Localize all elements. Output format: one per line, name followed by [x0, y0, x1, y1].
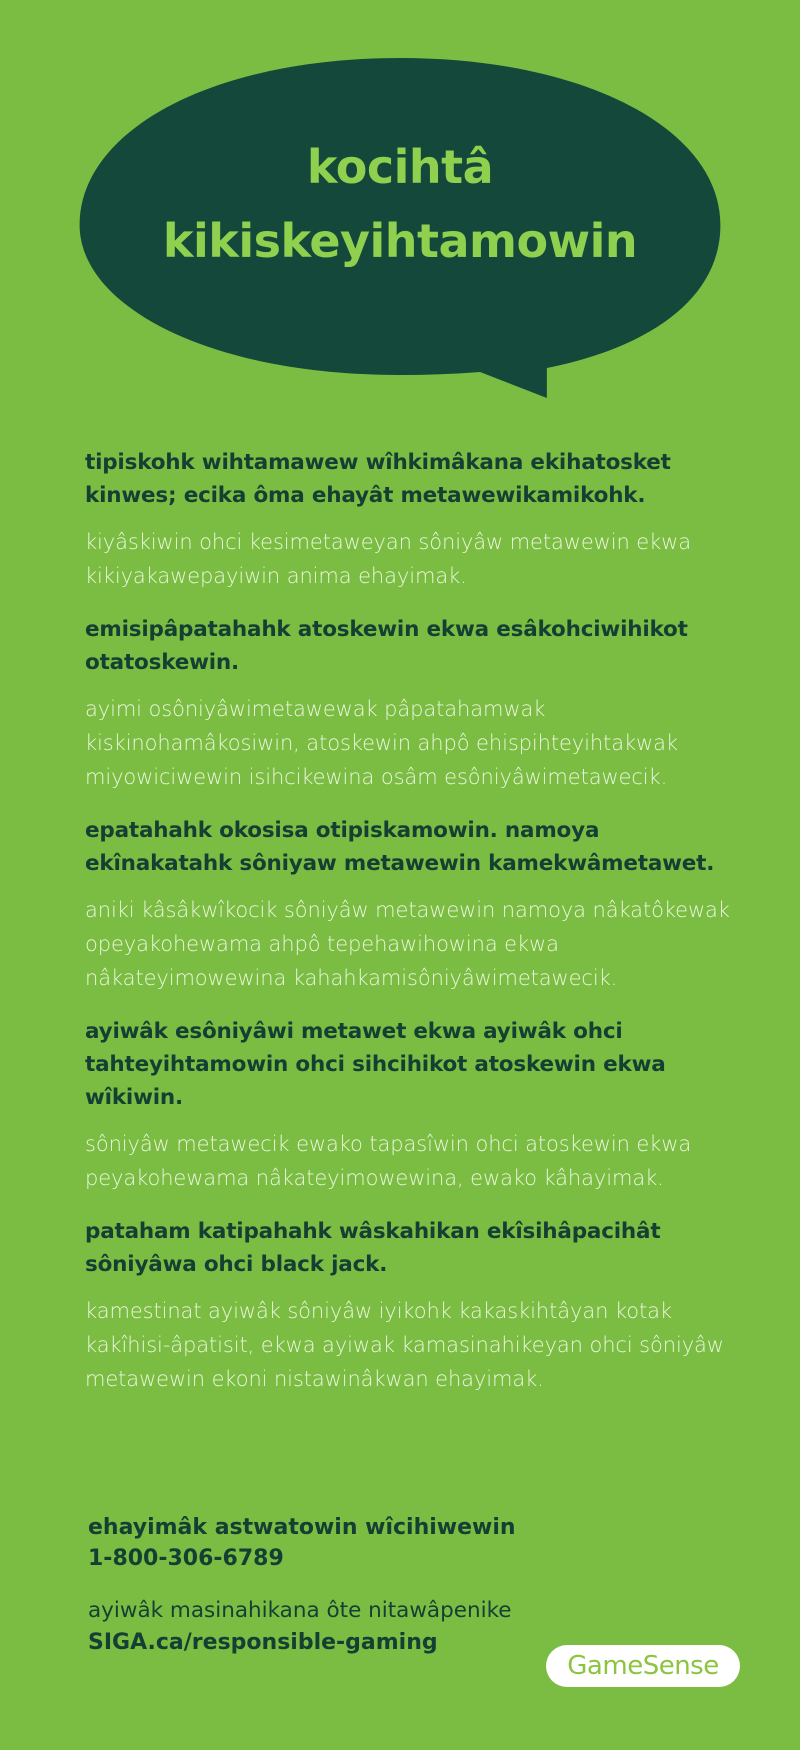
tip-body: aniki kâsâkwîkocik sôniyâw metawewin namoya nâkatôkewak opeyakohewama ahpô tepehawihowina ekwa nâkateyimowewina kahahkamisôniyâwimetawecik. — [85, 898, 730, 990]
helpline-label: ehayimâk astwatowin wîcihiwewin — [88, 1515, 516, 1540]
website-label: ayiwâk masinahikana ôte nitawâpenike — [88, 1598, 512, 1623]
bubble-title-line-1: kocihtâ — [306, 140, 494, 194]
tip-heading: pataham katipahahk wâskahikan ekîsihâpacihât sôniyâwa ohci black jack. — [85, 1219, 661, 1277]
logo-text-sense: Sense — [642, 1651, 719, 1681]
tip-heading: emisipâpatahahk atoskewin ekwa esâkohciwihikot otatoskewin. — [85, 617, 688, 675]
tip-section-4 — [85, 1015, 745, 1195]
contact-footer — [88, 1512, 728, 1658]
tip-body: ayimi osôniyâwimetawewak pâpatahamwak kiskinohamâkosiwin, atoskewin ahpô ehispihteyihtakwak miyowiciwewin isihcikewina osâm esôniyâwimetawecik. — [85, 697, 678, 789]
website-link[interactable]: SIGA.ca/responsible-gaming — [88, 1630, 438, 1655]
logo-text-game: Game — [567, 1651, 643, 1681]
gamesense-logo — [546, 1645, 740, 1687]
tip-section-1 — [85, 446, 745, 593]
tip-body: sôniyâw metawecik ewako tapasîwin ohci atoskewin ekwa peyakohewama nâkateyimowewina, ewako kâhayimak. — [85, 1132, 692, 1190]
tip-heading: tipiskohk wihtamawew wîhkimâkana ekihatosket kinwes; ecika ôma ehayât metawewikamikohk. — [85, 450, 671, 508]
tip-section-2 — [85, 613, 745, 794]
tip-section-3 — [85, 814, 745, 995]
tip-section-5 — [85, 1215, 745, 1396]
tip-heading: epatahahk okosisa otipiskamowin. namoya ekînakatahk sôniyaw metawewin kamekwâmetawet. — [85, 818, 715, 876]
tip-body: kamestinat ayiwâk sôniyâw iyikohk kakaskihtâyan kotak kakîhisi-âpatisit, ekwa ayiwak kamasinahikeyan ohci sôniyâw metawewin ekoni nistawinâkwan ehayimak. — [85, 1299, 724, 1391]
helpline-phone-number[interactable]: 1-800-306-6789 — [88, 1546, 284, 1571]
tip-body: kiyâskiwin ohci kesimetaweyan sôniyâw metawewin ekwa kikiyakawepayiwin anima ehayimak. — [85, 530, 691, 588]
bubble-title-line-2: kikiskeyihtamowin — [162, 214, 638, 268]
tips-list — [85, 446, 745, 1416]
tip-heading: ayiwâk esôniyâwi metawet ekwa ayiwâk ohci tahteyihtamowin ohci sihcihikot atoskewin ekwa wîkiwin. — [85, 1019, 666, 1110]
bubble-title — [100, 130, 700, 278]
